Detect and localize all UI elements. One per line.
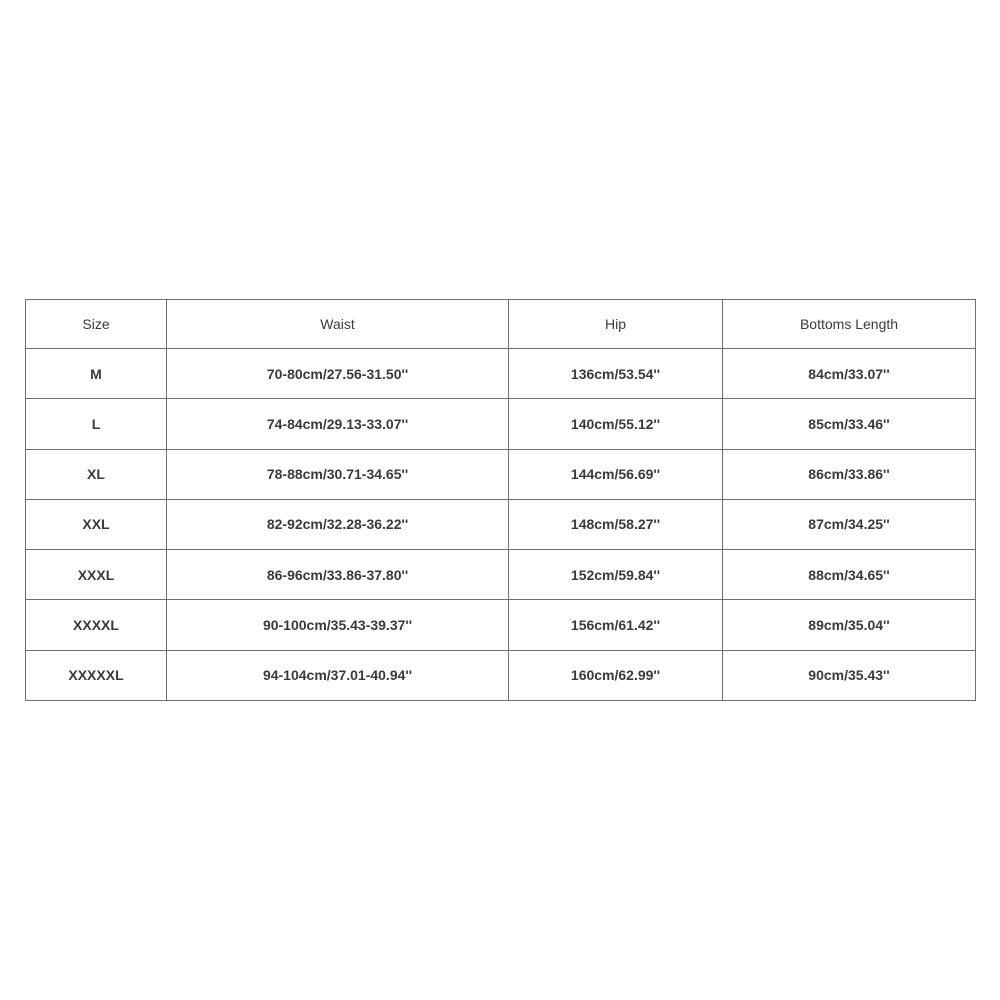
- header-row: [26, 300, 976, 349]
- hip-cell: 160cm/62.99'': [509, 650, 723, 700]
- waist-cell: 94-104cm/37.01-40.94'': [167, 650, 509, 700]
- waist-cell: 90-100cm/35.43-39.37'': [167, 600, 509, 650]
- hip-cell: 136cm/53.54'': [509, 349, 723, 399]
- header-size: Size: [26, 300, 167, 349]
- table-row: [26, 600, 976, 650]
- table-row: [26, 650, 976, 700]
- bottoms-length-cell: 84cm/33.07'': [723, 349, 976, 399]
- size-cell: XXXXL: [26, 600, 167, 650]
- bottoms-length-cell: 86cm/33.86'': [723, 449, 976, 499]
- size-cell: XXXL: [26, 550, 167, 600]
- hip-cell: 144cm/56.69'': [509, 449, 723, 499]
- bottoms-length-cell: 87cm/34.25'': [723, 499, 976, 549]
- waist-cell: 70-80cm/27.56-31.50'': [167, 349, 509, 399]
- header-waist: Waist: [167, 300, 509, 349]
- size-cell: XXL: [26, 499, 167, 549]
- size-cell: XL: [26, 449, 167, 499]
- hip-cell: 156cm/61.42'': [509, 600, 723, 650]
- waist-cell: 78-88cm/30.71-34.65'': [167, 449, 509, 499]
- table-row: [26, 449, 976, 499]
- size-cell: M: [26, 349, 167, 399]
- table-row: [26, 399, 976, 449]
- header-hip: Hip: [509, 300, 723, 349]
- size-chart-table: [25, 299, 976, 701]
- waist-cell: 82-92cm/32.28-36.22'': [167, 499, 509, 549]
- hip-cell: 140cm/55.12'': [509, 399, 723, 449]
- table-row: [26, 349, 976, 399]
- header-bottoms-length: Bottoms Length: [723, 300, 976, 349]
- bottoms-length-cell: 90cm/35.43'': [723, 650, 976, 700]
- hip-cell: 148cm/58.27'': [509, 499, 723, 549]
- waist-cell: 86-96cm/33.86-37.80'': [167, 550, 509, 600]
- bottoms-length-cell: 89cm/35.04'': [723, 600, 976, 650]
- size-cell: XXXXXL: [26, 650, 167, 700]
- waist-cell: 74-84cm/29.13-33.07'': [167, 399, 509, 449]
- bottoms-length-cell: 88cm/34.65'': [723, 550, 976, 600]
- bottoms-length-cell: 85cm/33.46'': [723, 399, 976, 449]
- hip-cell: 152cm/59.84'': [509, 550, 723, 600]
- table-row: [26, 550, 976, 600]
- size-cell: L: [26, 399, 167, 449]
- table-row: [26, 499, 976, 549]
